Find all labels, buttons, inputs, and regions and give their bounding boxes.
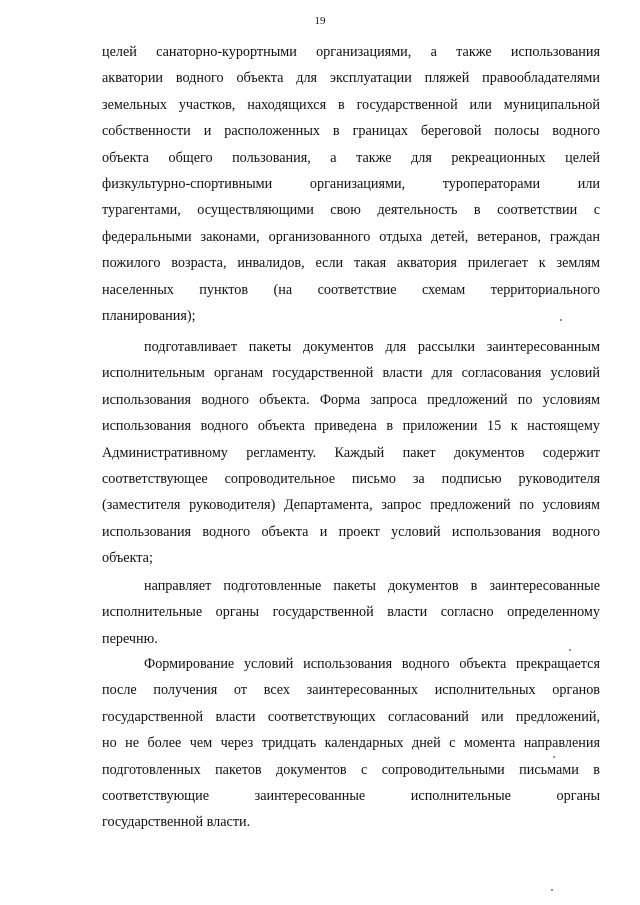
text-line: использования водного объекта. Форма запроса предложений по условиям [102,391,600,408]
text-line: объекта; [102,550,153,567]
para-prepares [102,334,600,572]
text-line: целей санаторно-курортными организациями, а также использования [102,44,600,60]
scan-speck [553,756,555,758]
text-line: подготавливает пакеты документов для рассылки заинтересованным [144,339,600,355]
text-line: населенных пунктов (на соответствие схемам территориального [102,281,600,298]
text-line: соответствующее сопроводительное письмо за подписью руководителя [102,470,600,487]
scan-speck [569,649,571,651]
text-line: использования водного объекта и проект условий использования водного [102,523,600,540]
text-line: использования водного объекта приведена в приложении 15 к настоящему [102,418,600,435]
text-line: исполнительные органы государственной власти согласно определенному [102,604,600,621]
text-line: планирования); [102,307,196,324]
text-line: соответствующие заинтересованные исполнительные органы [102,787,600,804]
text-line: пожилого возраста, инвалидов, если такая акватория прилегает к землям [102,255,600,272]
text-line: (заместителя руководителя) Департамента, запрос предложений по условиям [102,497,600,514]
scan-speck [560,319,562,321]
text-line: перечню. [102,630,158,647]
para-sends [102,573,600,652]
text-line: турагентами, осуществляющими свою деятельность в соответствии с [102,202,600,219]
text-line: подготовленных пакетов документов с сопроводительными письмами в [102,761,600,778]
text-line: федеральными законами, организованного отдыха детей, ветеранов, граждан [102,228,600,245]
text-line: земельных участков, находящихся в государственной или муниципальной [102,96,600,113]
text-line: но не более чем через тридцать календарных дней с момента направления [102,735,600,752]
text-line: после получения от всех заинтересованных исполнительных органов [102,682,600,699]
text-line: физкультурно-спортивными организациями, туроператорами или [102,175,600,192]
text-line: акватории водного объекта для эксплуатации пляжей правообладателями [102,70,600,87]
text-line: государственной власти. [102,814,251,831]
text-line: Формирование условий использования водного объекта прекращается [144,656,600,672]
para-formation [102,651,600,836]
text-line: собственности и расположенных в границах береговой полосы водного [102,123,600,140]
text-line: исполнительным органам государственной власти для согласования условий [102,365,600,382]
para-continuation [102,39,600,329]
text-line: направляет подготовленные пакеты документов в заинтересованные [144,578,600,594]
page-number: 19 [314,15,326,27]
scan-speck [551,889,553,891]
text-line: объекта общего пользования, а также для рекреационных целей [102,149,600,166]
text-line: государственной власти соответствующих согласований или предложений, [102,708,600,725]
text-line: Административному регламенту. Каждый пакет документов содержит [102,444,600,461]
